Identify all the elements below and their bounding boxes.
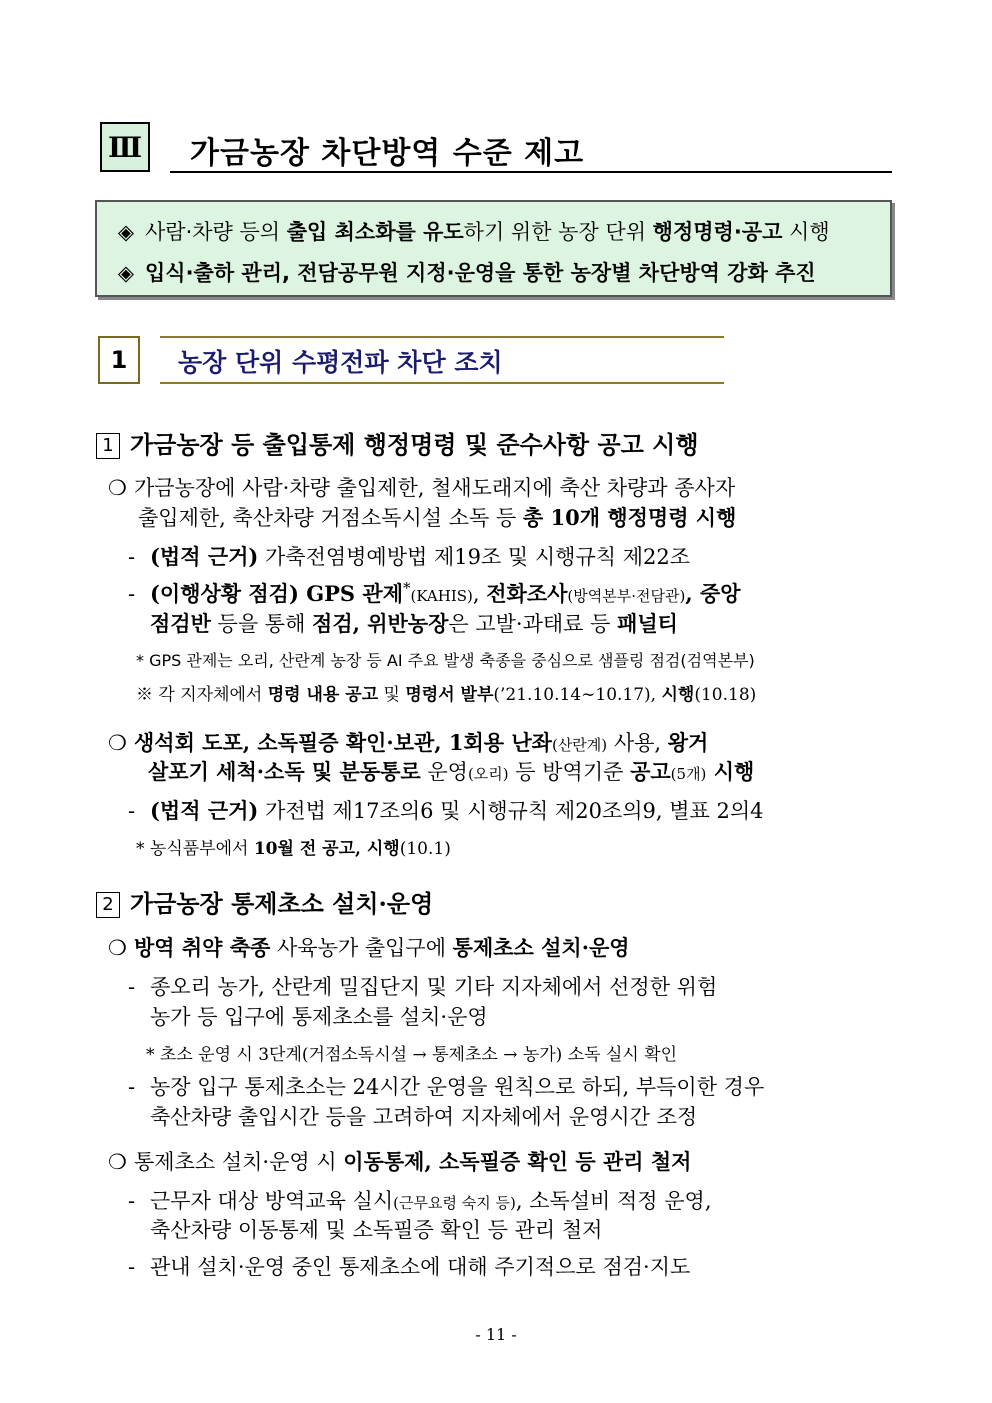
text: 출입제한, 축산차량 거점소독시설 소독 등	[138, 506, 523, 530]
text: ※ 각 지자체에서	[136, 685, 268, 705]
section-number: Ⅲ	[100, 122, 150, 172]
section-title: 가금농장 차단방역 수준 제고	[190, 136, 585, 171]
circle-bullet-icon: ❍	[108, 936, 127, 960]
dash-bullet: -	[128, 799, 136, 823]
text: 및	[378, 685, 406, 705]
text: (법적 근거)	[150, 798, 259, 823]
circle-bullet-icon: ❍	[108, 476, 127, 500]
summary-box	[95, 200, 892, 297]
text: 입식·출하 관리, 전담공무원 지정·운영을 통한	[145, 261, 571, 285]
item-2-note-1: * 초소 운영 시 3단계(거점소독시설 → 통제초소 → 농가) 소독 실시 확인	[146, 1045, 678, 1065]
item-2-title: 가금농장 통제초소 설치·운영	[130, 889, 434, 918]
item-1-dash-2-line-1	[128, 578, 741, 608]
item-2-dash-2-line-2: 축산차량 출입시간 등을 고려하여 지자체에서 운영시간 조정	[150, 1105, 698, 1129]
text: 공고	[630, 759, 671, 784]
item-2-dash-4	[128, 1251, 690, 1281]
text: 하기 위한 농장 단위	[463, 220, 653, 244]
text: 전화조사	[486, 581, 568, 606]
text: 운영	[420, 760, 468, 784]
summary-line-1	[115, 216, 830, 246]
text: (산란계)	[551, 736, 608, 754]
text: 관내 설치·운영 중인 통제초소에 대해 주기적으로 점검·지도	[150, 1255, 691, 1279]
item-1-title: 가금농장 등 출입통제 행정명령 및 준수사항 공고 시행	[130, 430, 699, 459]
subsection-line-bottom	[160, 382, 724, 384]
text: 방역 취약 축종	[134, 935, 271, 960]
circle-bullet-icon: ❍	[108, 1150, 127, 1174]
text: (KAHIS)	[410, 587, 473, 605]
item-1-dash-2-line-2	[150, 608, 678, 638]
text: 가전법 제17조의6 및 시행규칙 제20조의9, 별표 2의4	[258, 799, 764, 823]
text: 사육농가 출입구에	[270, 936, 453, 960]
text: 가금농장에 사람·차량 출입제한, 철새도래지에 축산 차량과 종사자	[134, 476, 736, 500]
subsection-line-top	[160, 336, 724, 338]
text: * 농식품부에서	[136, 839, 254, 859]
circle-bullet-icon: ❍	[108, 731, 127, 755]
dash-bullet: -	[128, 545, 136, 569]
text: 생석회 도포, 소독필증 확인·보관, 1회용 난좌	[134, 730, 552, 755]
text: (이행상황 점검) GPS 관제	[150, 581, 403, 606]
item-2-dash-3-line-1	[128, 1185, 712, 1215]
text: 시행	[661, 685, 695, 705]
section-underline	[170, 171, 892, 173]
text: 10월 전 공고, 시행	[253, 839, 400, 859]
dash-bullet: -	[128, 582, 136, 606]
text: 농장별 차단방역 강화 추진	[570, 261, 816, 285]
text: 명령서 발부	[405, 685, 494, 705]
item-1-para-2-line-2	[148, 756, 754, 786]
text: 명령 내용 공고	[267, 685, 379, 705]
item-1-note-3	[136, 834, 451, 859]
text: *	[402, 579, 411, 597]
dash-bullet: -	[128, 975, 136, 999]
dash-bullet: -	[128, 1189, 136, 1213]
item-2-heading	[96, 884, 433, 919]
text: 점검, 위반농장	[312, 611, 449, 636]
item-2-dash-1-line-2: 농가 등 입구에 통제초소를 설치·운영	[150, 1005, 488, 1029]
text: (10.1)	[399, 839, 451, 859]
item-1-note-1: * GPS 관제는 오리, 산란계 농장 등 AI 주요 발생 축종을 중심으로 샘플링 점검(검역본부)	[136, 651, 755, 670]
text: 근무자 대상 방역교육 실시	[150, 1189, 394, 1213]
summary-line-2	[115, 257, 816, 287]
item-2-dash-2-line-1	[128, 1071, 764, 1101]
text: 가축전염병예방법 제19조 및 시행규칙 제22조	[258, 545, 691, 569]
item-1-dash-3	[128, 795, 763, 825]
item-1-heading	[96, 425, 699, 460]
text: 이동통제, 소독필증 확인 등 관리 철저	[343, 1149, 692, 1174]
text: 통제초소 설치·운영	[452, 935, 630, 960]
text: 은 고발·과태료 등	[448, 612, 618, 636]
text: (근무요령 숙지 등)	[393, 1194, 516, 1212]
text: (오리)	[467, 765, 509, 783]
item-1-para-1-line-1	[108, 472, 735, 502]
text: (10.18)	[694, 685, 757, 705]
text: , 소독설비 적정 운영,	[515, 1189, 712, 1213]
text: 등을 통해	[210, 612, 313, 636]
page-number: - 11 -	[475, 1325, 517, 1344]
text: 점검반	[150, 611, 211, 636]
text: 농장 입구 통제초소는 24시간 운영을 원칙으로 하되, 부득이한 경우	[150, 1075, 765, 1099]
text: 총 10개 행정명령 시행	[522, 505, 737, 530]
text: 사용,	[607, 731, 668, 755]
text: 출입 최소화를 유도	[286, 220, 464, 244]
text: ,	[472, 582, 487, 606]
text: 시행	[782, 220, 830, 244]
item-2-dash-3-line-2: 축산차량 이동통제 및 소독필증 확인 등 관리 철저	[150, 1218, 603, 1242]
text: 패널티	[617, 611, 678, 636]
text: (법적 근거)	[150, 544, 259, 569]
item-1-dash-1	[128, 541, 690, 571]
item-2-para-1	[108, 932, 630, 962]
text: 행정명령·공고	[652, 220, 783, 244]
item-2-number: 2	[96, 892, 120, 918]
dash-bullet: -	[128, 1255, 136, 1279]
subsection-number: 1	[98, 336, 140, 384]
item-1-para-1-line-2	[138, 502, 736, 532]
diamond-bullet-icon: ◈	[117, 220, 135, 244]
text: 살포기 세척·소독 및 분동통로	[148, 759, 421, 784]
dash-bullet: -	[128, 1075, 136, 1099]
text: (방역본부·전담관)	[567, 587, 686, 605]
text: 종오리 농가, 산란계 밀집단지 및 기타 지자체에서 선정한 위험	[150, 975, 718, 999]
item-2-dash-1-line-1	[128, 971, 717, 1001]
item-1-note-2	[136, 680, 756, 705]
item-1-number: 1	[96, 433, 120, 459]
text: (’21.10.14∼10.17),	[493, 685, 662, 705]
item-1-para-2-line-1	[108, 727, 708, 757]
text: 시행	[706, 759, 755, 784]
text: 왕거	[667, 730, 709, 755]
text: (5개)	[670, 765, 707, 783]
text: 사람·차량 등의	[145, 220, 287, 244]
diamond-bullet-icon: ◈	[117, 261, 135, 285]
text: 등 방역기준	[508, 760, 631, 784]
text: 통제초소 설치·운영 시	[134, 1150, 344, 1174]
text: , 중앙	[685, 581, 741, 606]
subsection-title: 농장 단위 수평전파 차단 조치	[178, 348, 503, 377]
item-2-para-2	[108, 1146, 691, 1176]
